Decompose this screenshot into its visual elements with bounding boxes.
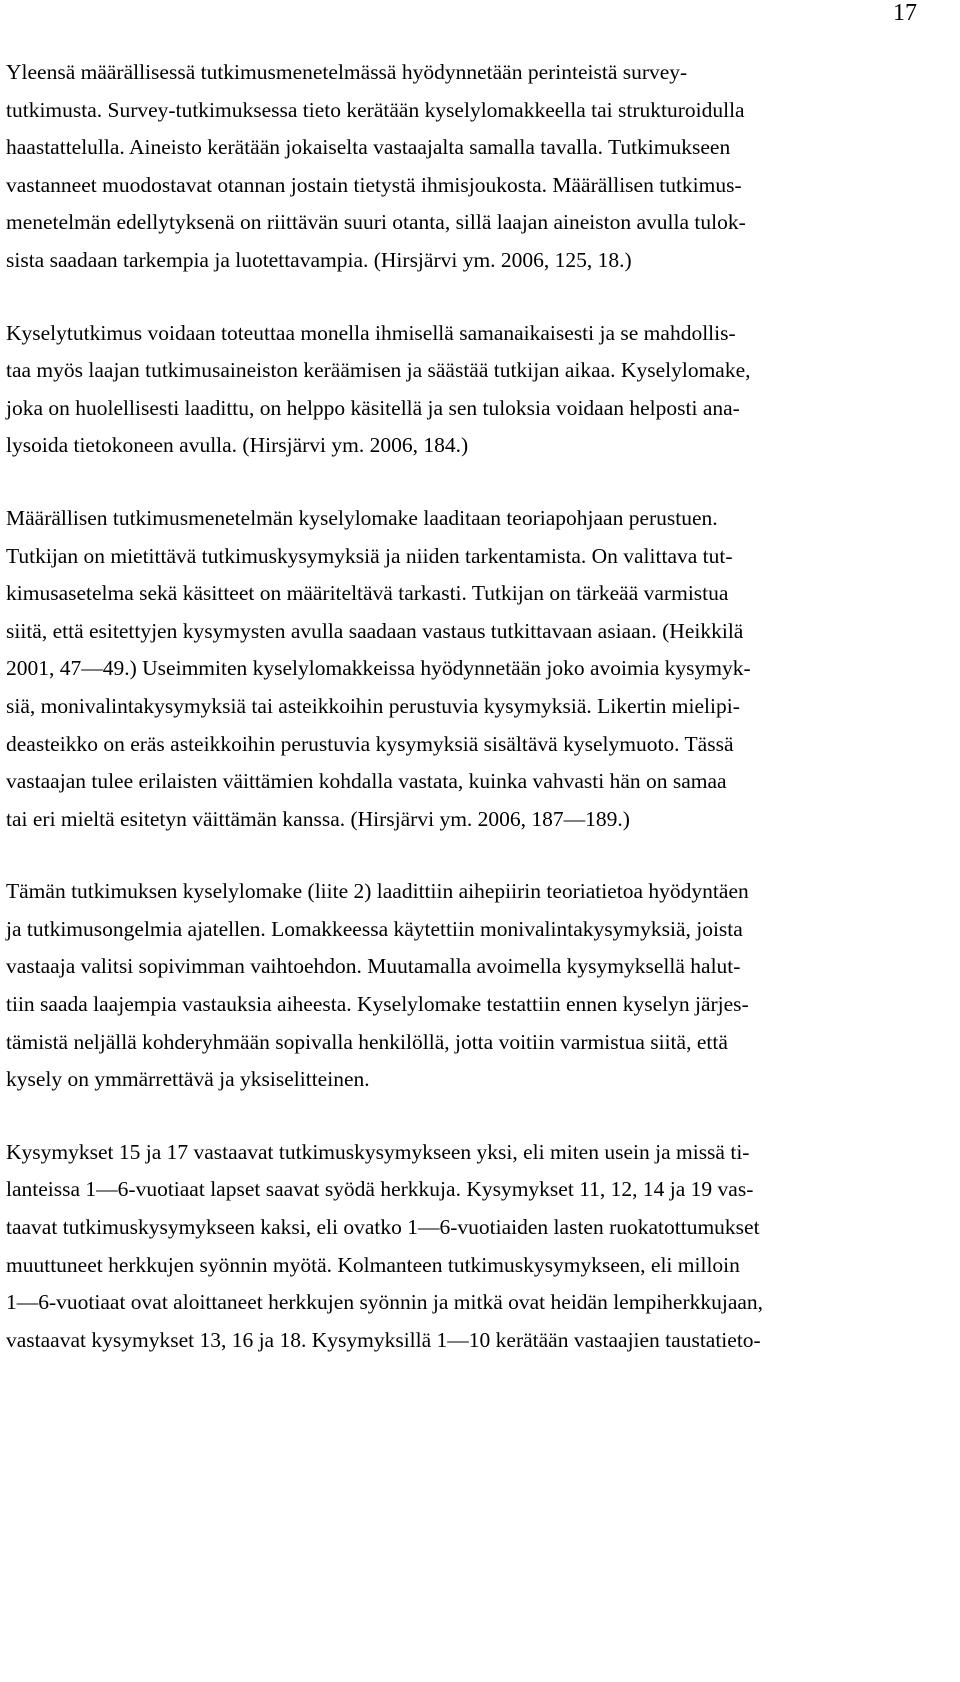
- text-line: Yleensä määrällisessä tutkimusmenetelmässä hyödynnetään perinteistä survey-: [6, 60, 688, 84]
- text-line: deasteikko on eräs asteikkoihin perustuvia kysymyksiä sisältävä kyselymuoto. Tässä: [6, 731, 734, 756]
- text-line: tutkimusta. Survey-tutkimuksessa tieto kerätään kyselylomakkeella tai strukturoidulla: [6, 97, 745, 122]
- text-line: vastaajan tulee erilaisten väittämien kohdalla vastata, kuinka vahvasti hän on samaa: [6, 769, 727, 794]
- paragraph-survey-research: [6, 54, 956, 280]
- text-line: lysoida tietokoneen avulla. (Hirsjärvi ym. 2006, 184.): [6, 433, 469, 458]
- paragraph-gap: [6, 838, 956, 873]
- text-line: haastattelulla. Aineisto kerätään jokaiselta vastaajalta samalla tavalla. Tutkimukseen: [6, 135, 731, 160]
- text-line: tai eri mieltä esitetyn väittämän kanssa. (Hirsjärvi ym. 2006, 187—189.): [6, 806, 630, 831]
- text-line: tämistä neljällä kohderyhmään sopivalla henkilöllä, jotta voitiin varmistua siitä, että: [6, 1029, 728, 1054]
- text-line: tiin saada laajempia vastauksia aiheesta. Kyselylomake testattiin ennen kyselyn järjes-: [6, 992, 749, 1017]
- paragraph-gap: [6, 465, 956, 500]
- text-line: taa myös laajan tutkimusaineiston keräämisen ja säästää tutkijan aikaa. Kyselylomake,: [6, 358, 751, 383]
- text-line: ja tutkimusongelmia ajatellen. Lomakkeessa käytettiin monivalintakysymyksiä, joista: [6, 916, 743, 941]
- text-line: 2001, 47—49.) Useimmiten kyselylomakkeissa hyödynnetään joko avoimia kysymyk-: [6, 656, 751, 681]
- paragraph-gap: [6, 1099, 956, 1134]
- text-line: kysely on ymmärrettävä ja yksiselitteinen.: [6, 1067, 370, 1092]
- text-line: siitä, että esitettyjen kysymysten avulla saadaan vastaus tutkittavaan asiaan. (Heikkilä: [6, 618, 744, 643]
- paragraph-gap: [6, 280, 956, 315]
- text-line: joka on huolellisesti laadittu, on helppo käsitellä ja sen tuloksia voidaan helposti ana-: [6, 395, 740, 420]
- paragraph-question-mapping: [6, 1134, 956, 1360]
- text-line: taavat tutkimuskysymykseen kaksi, eli ovatko 1—6-vuotiaiden lasten ruokatottumukset: [6, 1215, 760, 1240]
- page-number: 17: [893, 0, 917, 26]
- text-line: sista saadaan tarkempia ja luotettavampia. (Hirsjärvi ym. 2006, 125, 18.): [6, 247, 632, 272]
- body-text: [6, 54, 956, 1359]
- text-line: Kysymykset 15 ja 17 vastaavat tutkimuskysymykseen yksi, eli miten usein ja missä ti-: [6, 1139, 750, 1164]
- paragraph-questionnaire-benefits: [6, 315, 956, 465]
- paragraph-questionnaire-design: [6, 500, 956, 838]
- text-line: kimusasetelma sekä käsitteet on määriteltävä tarkasti. Tutkijan on tärkeää varmistua: [6, 581, 729, 606]
- text-line: 1—6-vuotiaat ovat aloittaneet herkkujen syönnin ja mitkä ovat heidän lempiherkkujaan,: [6, 1290, 764, 1315]
- text-line: vastaavat kysymykset 13, 16 ja 18. Kysymyksillä 1—10 kerätään vastaajien taustatieto-: [6, 1327, 761, 1352]
- text-line: Tutkijan on mietittävä tutkimuskysymyksiä ja niiden tarkentamista. On valittava tut-: [6, 543, 733, 568]
- text-line: vastaaja valitsi sopivimman vaihtoehdon. Muutamalla avoimella kysymyksellä halut-: [6, 954, 741, 979]
- text-line: Tämän tutkimuksen kyselylomake (liite 2) laadittiin aihepiirin teoriatietoa hyödyntäen: [6, 879, 749, 904]
- text-line: lanteissa 1—6-vuotiaat lapset saavat syödä herkkuja. Kysymykset 11, 12, 14 ja 19 vas-: [6, 1177, 754, 1202]
- text-line: vastanneet muodostavat otannan jostain tietystä ihmisjoukosta. Määrällisen tutkimus-: [6, 172, 742, 197]
- text-line: muuttuneet herkkujen syönnin myötä. Kolmanteen tutkimuskysymykseen, eli milloin: [6, 1252, 740, 1277]
- text-line: menetelmän edellytyksenä on riittävän suuri otanta, sillä laajan aineiston avulla tulok-: [6, 210, 746, 235]
- text-line: siä, monivalintakysymyksiä tai asteikkoihin perustuvia kysymyksiä. Likertin mielipi-: [6, 693, 740, 718]
- text-line: Kyselytutkimus voidaan toteuttaa monella ihmisellä samanaikaisesti ja se mahdollis-: [6, 320, 736, 345]
- text-line: Määrällisen tutkimusmenetelmän kyselylomake laaditaan teoriapohjaan perustuen.: [6, 505, 718, 530]
- paragraph-this-study-questionnaire: [6, 873, 956, 1099]
